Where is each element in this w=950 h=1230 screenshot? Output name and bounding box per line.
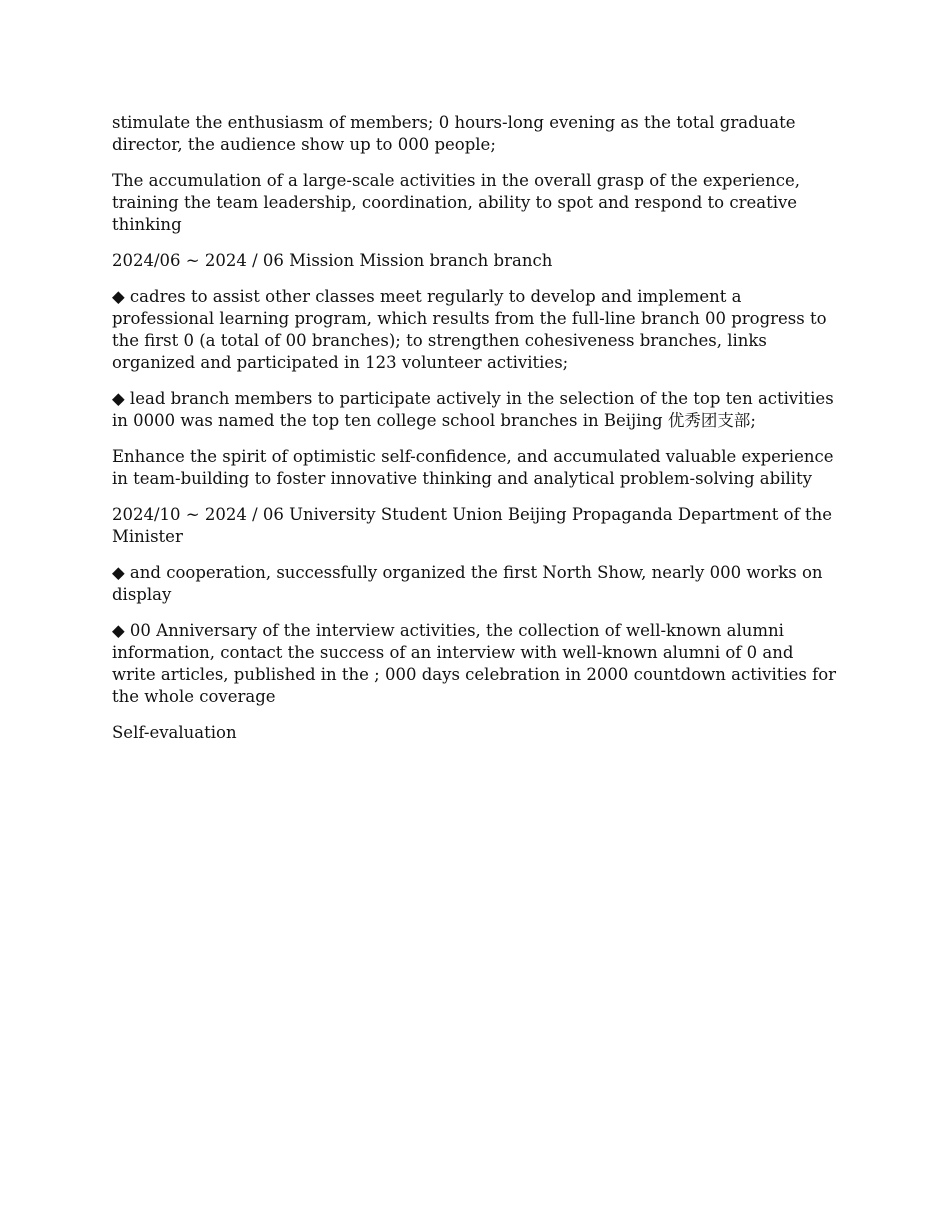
- paragraph-branch-top-ten-bullet: ◆ lead branch members to participate actively in the selection of the top ten activities in 0000 was named the top ten college school branches in Beijing 优秀团支部;: [112, 389, 834, 430]
- paragraph-branch-summary: Enhance the spirit of optimistic self-confidence, and accumulated valuable experience in team-building to foster innovative thinking and analytical problem-solving ability: [112, 447, 834, 488]
- paragraph-activity-evening: stimulate the enthusiasm of members; 0 hours-long evening as the total graduate director, the audience show up to 000 people;: [112, 113, 796, 154]
- paragraph-mission-branch-heading: 2024/06 ~ 2024 / 06 Mission Mission branch branch: [112, 251, 553, 270]
- paragraph-student-union-heading: 2024/10 ~ 2024 / 06 University Student Union Beijing Propaganda Department of the Minister: [112, 505, 832, 546]
- paragraph-branch-cadres-bullet: ◆ cadres to assist other classes meet regularly to develop and implement a professional learning program, which results from the full-line branch 00 progress to the first 0 (a total of 00 branches); to strengthen cohesiveness branches, links organized and participated in 123 volunteer activities;: [112, 287, 827, 372]
- paragraph-north-show-bullet: ◆ and cooperation, successfully organized the first North Show, nearly 000 works on display: [112, 563, 823, 604]
- section-heading-self-evaluation: Self-evaluation: [112, 723, 237, 742]
- paragraph-activity-summary: The accumulation of a large-scale activities in the overall grasp of the experience, training the team leadership, coordination, ability to spot and respond to creative thinking: [112, 171, 801, 234]
- paragraph-anniversary-bullet: ◆ 00 Anniversary of the interview activities, the collection of well-known alumni information, contact the success of an interview with well-known alumni of 0 and write articles, published in the ; 000 days celebration in 2000 countdown activities for the whole coverage: [112, 621, 837, 706]
